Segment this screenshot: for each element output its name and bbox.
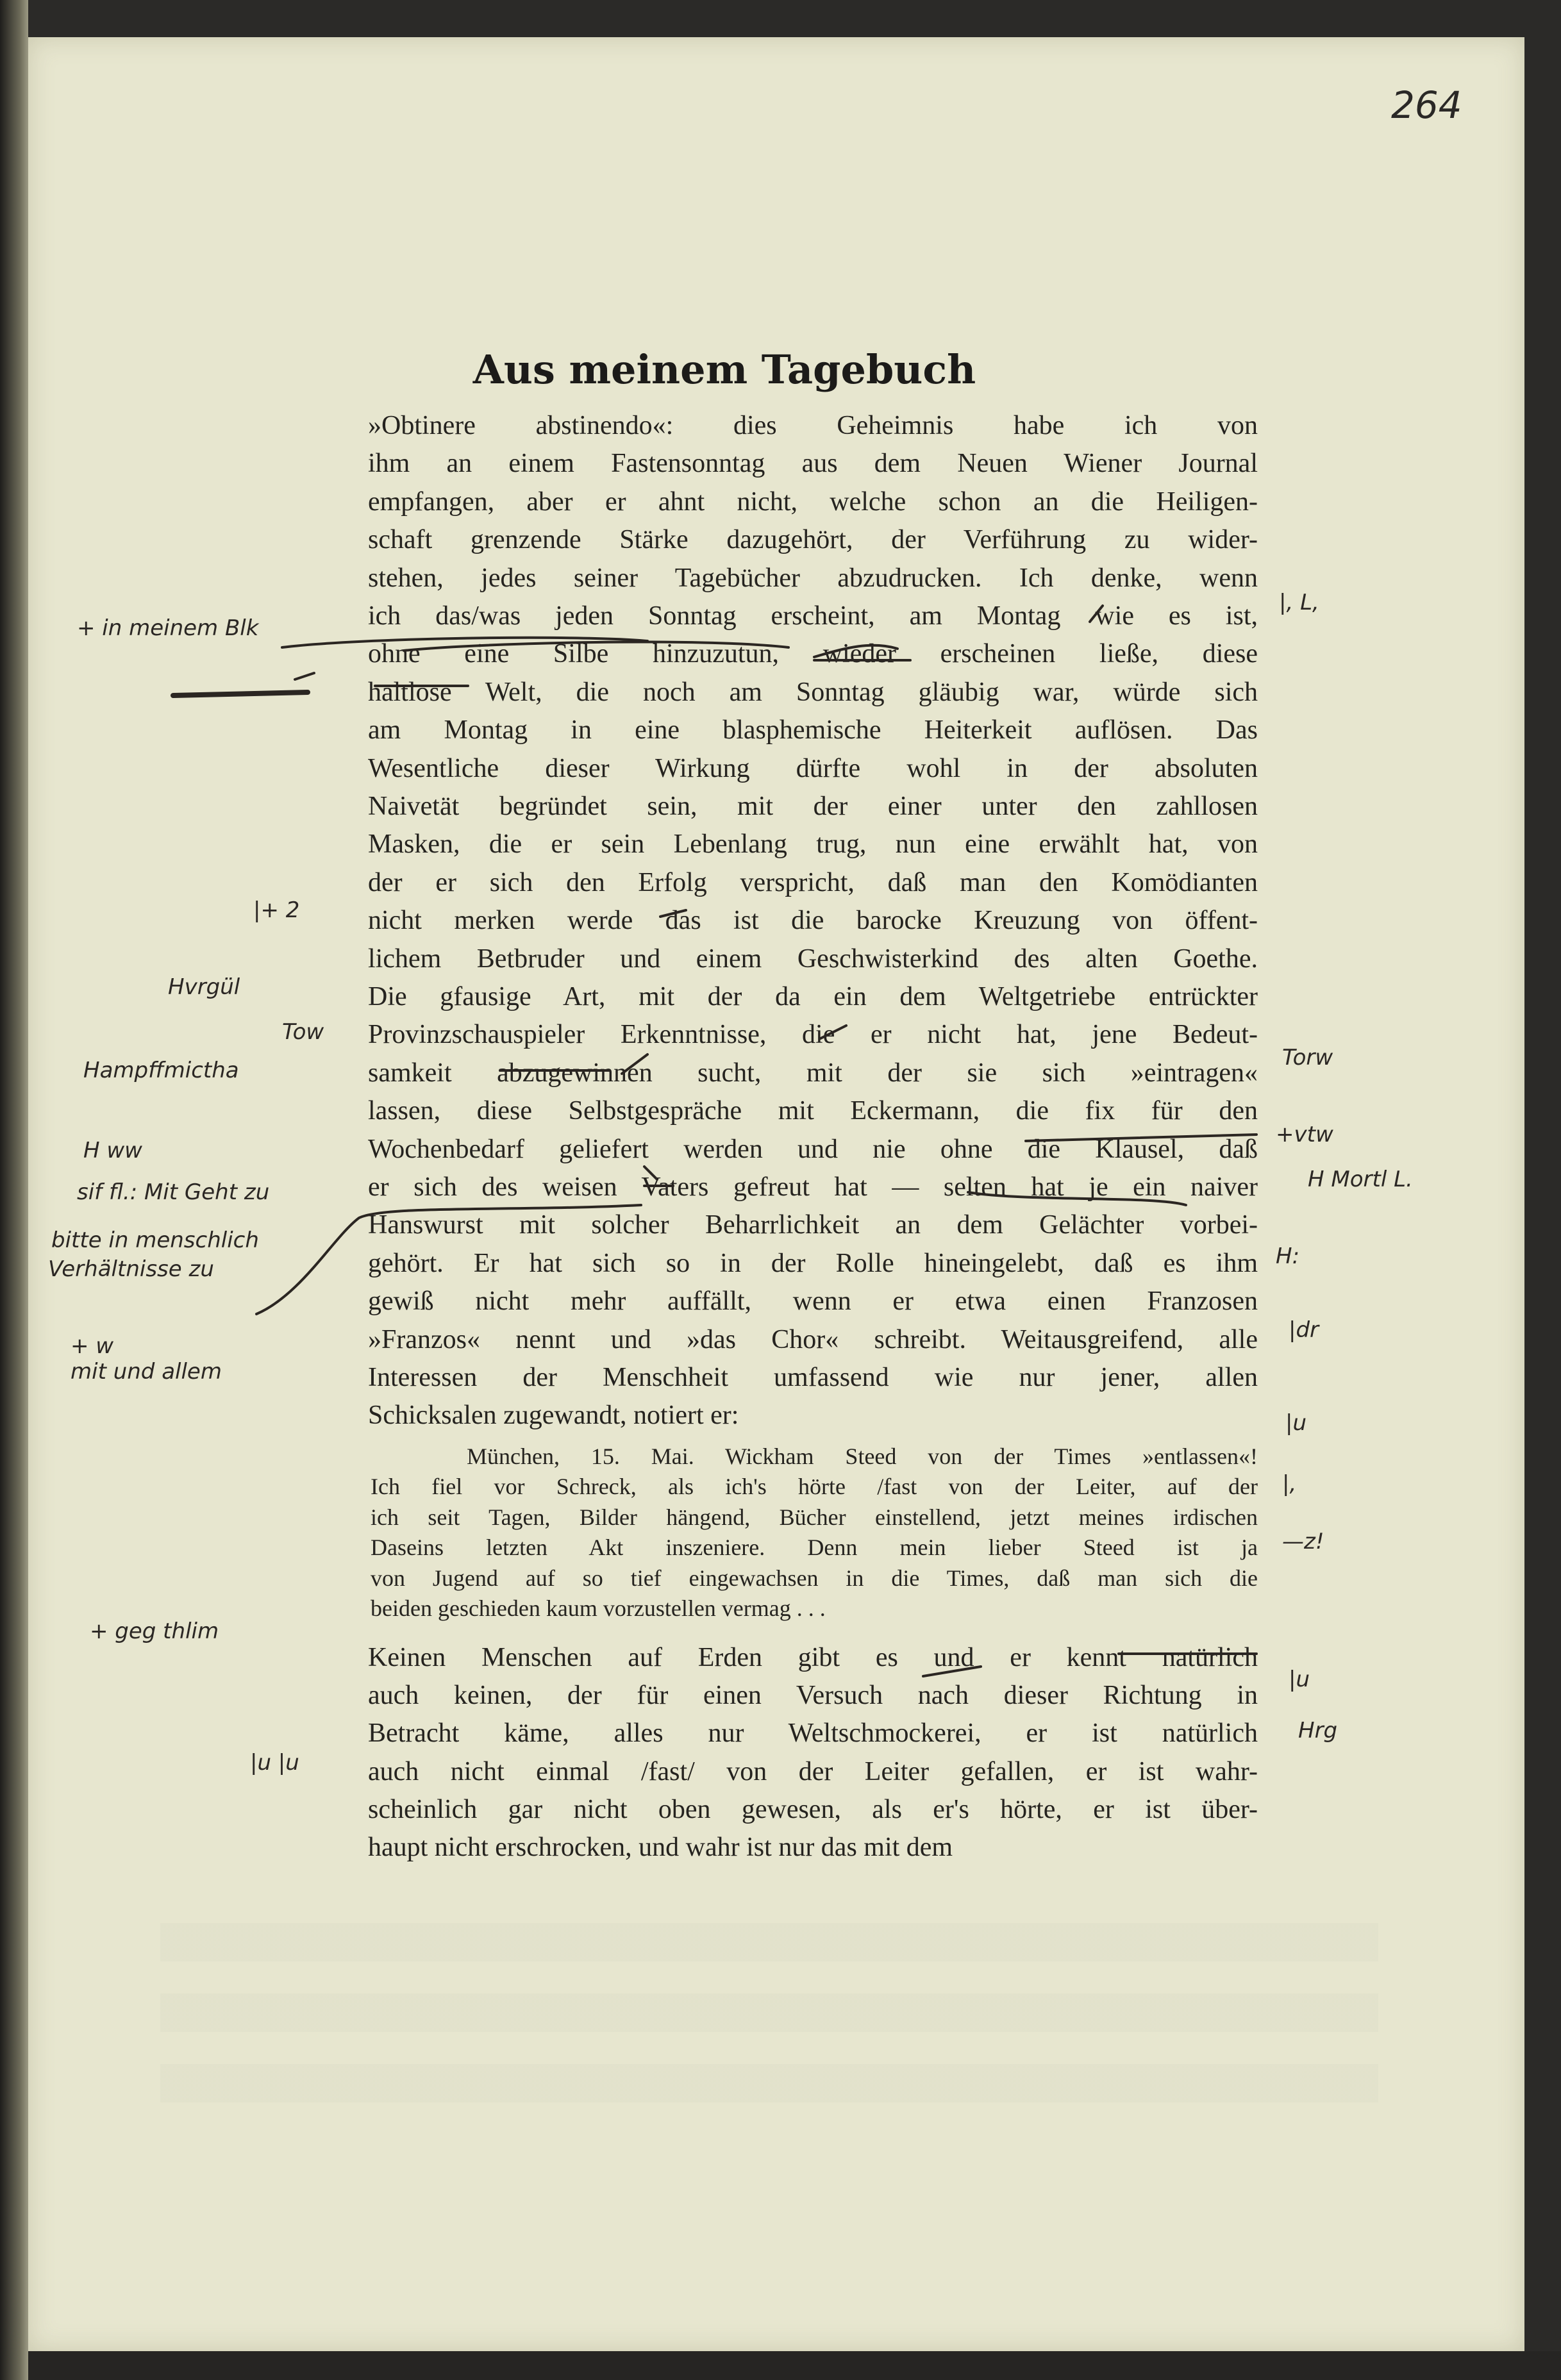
margin-note-right: H Mortl L.	[1308, 1167, 1413, 1192]
margin-note-right: |u	[1289, 1667, 1310, 1692]
margin-note-right: Hrg	[1298, 1718, 1338, 1743]
body-text-line: der er sich den Erfolg verspricht, daß man den Komödianten	[368, 867, 1258, 897]
margin-note-left: Verhältnisse zu	[48, 1256, 214, 1282]
book-spine-edge	[0, 0, 28, 2380]
body-text-line: Naivetät begründet sein, mit der einer unter den zahllosen	[368, 792, 1258, 821]
closing-text-line: Betracht käme, alles nur Weltschmockerei, er ist natürlich	[368, 1718, 1258, 1749]
margin-note-right: +vtw	[1276, 1122, 1333, 1147]
body-text-line: am Montag in eine blasphemische Heiterkeit auflösen. Das	[368, 715, 1258, 745]
body-text-line: Masken, die er sein Lebenlang trug, nun eine erwählt hat, von	[368, 829, 1258, 860]
body-text-line: ihm an einem Fastensonntag aus dem Neuen Wiener Journal	[368, 449, 1258, 479]
body-text-line: gehört. Er hat sich so in der Rolle hineingelebt, daß es ihm	[368, 1248, 1258, 1278]
body-text-line: lichem Betbruder und einem Geschwisterkind des alten Goethe.	[368, 944, 1258, 974]
quote-text-line: beiden geschieden kaum vorzustellen vermag . . .	[371, 1595, 826, 1621]
body-text-line: ohne eine Silbe hinzuzutun, wieder erscheinen ließe, diese	[368, 639, 1258, 669]
margin-note-left: + w	[71, 1333, 114, 1359]
margin-note-left: Hampffmictha	[83, 1058, 239, 1083]
body-text-line: Schicksalen zugewandt, notiert er:	[368, 1401, 739, 1431]
margin-note-right: |,	[1282, 1471, 1297, 1497]
body-text-line: gewiß nicht mehr auffällt, wenn er etwa einen Franzosen	[368, 1286, 1258, 1317]
body-text-line: Die gfausige Art, mit der da ein dem Weltgetriebe entrückter	[368, 982, 1258, 1011]
body-text-line: Provinzschauspieler Erkenntnisse, die er nicht hat, jene Bedeut-	[368, 1020, 1258, 1050]
quote-text-line: von Jugend auf so tief eingewachsen in die Times, daß man sich die	[371, 1565, 1258, 1591]
margin-note-left: sif fl.: Mit Geht zu	[77, 1179, 270, 1205]
body-text-line: stehen, jedes seiner Tagebücher abzudrucken. Ich denke, wenn	[368, 563, 1258, 593]
margin-note-right: —z!	[1282, 1529, 1324, 1554]
body-text-line: »Obtinere abstinendo«: dies Geheimnis habe ich von	[368, 411, 1258, 440]
margin-note-left: Tow	[282, 1019, 324, 1045]
margin-note-left: mit und allem	[71, 1359, 222, 1385]
margin-note-left: + geg thlim	[90, 1619, 219, 1644]
body-text-line: schaft grenzende Stärke dazugehört, der Verführung zu wider-	[368, 525, 1258, 555]
closing-text-line: scheinlich gar nicht oben gewesen, als er's hörte, er ist über-	[368, 1794, 1258, 1824]
body-text-line: ich das/was jeden Sonntag erscheint, am Montag wie es ist,	[368, 601, 1258, 631]
quote-text-line: Ich fiel vor Schreck, als ich's hörte /fast von der Leiter, auf der	[371, 1474, 1258, 1500]
body-text-line: samkeit abzugewinnen sucht, mit der sie sich »eintragen«	[368, 1058, 1258, 1088]
body-text-line: Hanswurst mit solcher Beharrlichkeit an dem Gelächter vorbei-	[368, 1210, 1258, 1240]
quote-text-line: ich seit Tagen, Bilder hängend, Bücher einstellend, jetzt meines irdischen	[371, 1504, 1258, 1530]
margin-note-left: |+ 2	[253, 897, 300, 923]
closing-text-line: Keinen Menschen auf Erden gibt es und er kennt natürlich	[368, 1643, 1258, 1672]
body-text-line: haltlose Welt, die noch am Sonntag gläubig war, würde sich	[368, 677, 1258, 707]
quote-text-line: Daseins letzten Akt inszeniere. Denn mein lieber Steed ist ja	[371, 1535, 1258, 1561]
margin-note-right: Torw	[1282, 1045, 1333, 1070]
body-text-line: Interessen der Menschheit umfassend wie nur jener, allen	[368, 1363, 1258, 1392]
margin-note-left: H ww	[83, 1138, 142, 1163]
body-text-line: lassen, diese Selbstgespräche mit Eckermann, die fix für den	[368, 1096, 1258, 1126]
closing-text-line: auch nicht einmal /fast/ von der Leiter gefallen, er ist wahr-	[368, 1756, 1258, 1786]
page-number: 264	[1391, 83, 1462, 127]
margin-note-right: H:	[1276, 1244, 1300, 1269]
quote-text-line: München, 15. Mai. Wickham Steed von der Times »entlassen«!	[467, 1444, 1258, 1469]
body-text-line: er sich des weisen Vaters gefreut hat — selten hat je ein naiver	[368, 1172, 1258, 1202]
margin-note-left: + in meinem Blk	[77, 615, 259, 641]
body-text-line: Wochenbedarf geliefert werden und nie ohne die Klausel, daß	[368, 1134, 1258, 1164]
body-text-line: empfangen, aber er ahnt nicht, welche schon an die Heiligen-	[368, 487, 1258, 517]
body-text-line: »Franzos« nennt und »das Chor« schreibt. Weitausgreifend, alle	[368, 1324, 1258, 1354]
page-bottom-edge	[28, 2351, 1561, 2380]
margin-note-right: |u	[1285, 1410, 1307, 1436]
closing-text-line: auch keinen, der für einen Versuch nach dieser Richtung in	[368, 1681, 1258, 1711]
margin-note-right: |, L,	[1279, 590, 1319, 615]
closing-text-line: haupt nicht erschrocken, und wahr ist nur das mit dem	[368, 1833, 953, 1862]
article-title: Aus meinem Tagebuch	[472, 346, 976, 393]
margin-note-left: |u |u	[250, 1750, 299, 1776]
margin-note-left: bitte in menschlich	[51, 1227, 259, 1253]
margin-note-right: |dr	[1289, 1317, 1319, 1343]
body-text-line: Wesentliche dieser Wirkung dürfte wohl in der absoluten	[368, 753, 1258, 783]
body-text-line: nicht merken werde das ist die barocke Kreuzung von öffent-	[368, 906, 1258, 936]
bleed-through-text	[160, 1891, 1378, 2102]
margin-note-left: Hvrgül	[168, 974, 240, 1000]
